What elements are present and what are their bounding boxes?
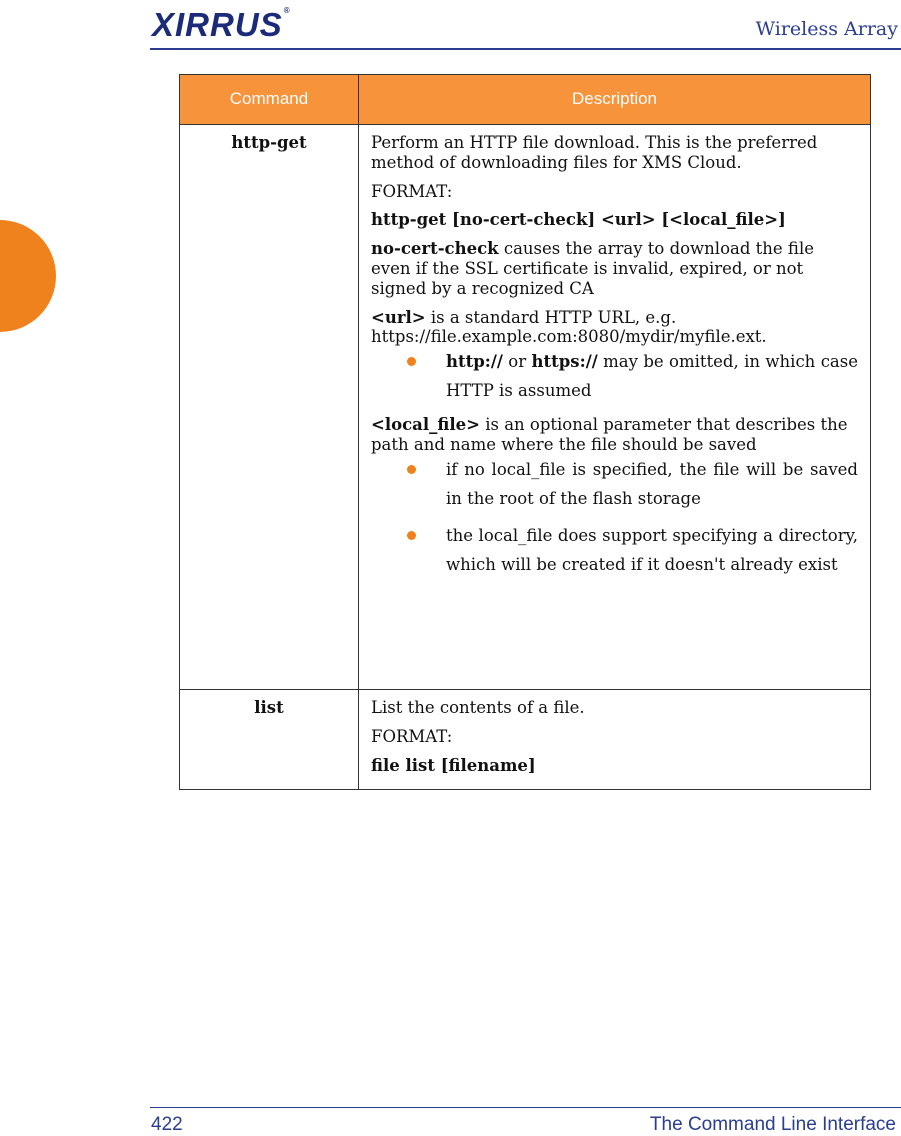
command-description: List the contents of a file. <box>371 698 585 717</box>
bullet-term: https:// <box>531 352 598 372</box>
column-header-command: Command <box>180 75 359 125</box>
description-cell <box>359 690 871 790</box>
table-row <box>180 125 871 690</box>
param-desc: is a standard HTTP URL, e.g. https://file.example.com:8080/mydir/myfile.ext. <box>371 307 767 347</box>
param-local-file <box>371 415 858 455</box>
command-cell: http-get <box>180 125 359 690</box>
header-rule <box>150 48 901 50</box>
list-item <box>371 455 858 513</box>
bullet-icon <box>407 357 416 366</box>
bullet-text: the local_file does support specifying a directory, which will be created if it doesn't already exist <box>446 525 858 574</box>
column-header-description: Description <box>359 75 871 125</box>
command-table <box>179 74 871 790</box>
command-cell: list <box>180 690 359 790</box>
bullet-text: or <box>502 352 532 372</box>
format-label: FORMAT: <box>371 181 453 201</box>
bullet-icon <box>407 465 416 474</box>
footer-section-title: The Command Line Interface <box>649 1114 896 1135</box>
registered-mark: ® <box>283 6 291 15</box>
page-number: 422 <box>151 1114 183 1135</box>
table-row <box>180 690 871 790</box>
command-description: Perform an HTTP file download. This is the preferred method of downloading files for XMS Cloud. <box>371 133 818 172</box>
list-item <box>371 521 858 579</box>
param-url <box>371 308 858 348</box>
bullet-icon <box>407 531 416 540</box>
param-no-cert-check <box>371 239 858 298</box>
format-syntax: http-get [no-cert-check] <url> [<local_file>] <box>371 210 786 230</box>
param-desc: is an optional parameter that describes the path and name where the file should be saved <box>371 415 848 454</box>
param-term: no-cert-check <box>371 239 499 259</box>
bullet-term: http:// <box>446 352 503 372</box>
header-title: Wireless Array <box>755 18 898 40</box>
xirrus-logo <box>152 6 291 44</box>
param-term: <local_file> <box>371 415 480 435</box>
param-term: <url> <box>371 307 426 327</box>
chapter-tab-marker <box>0 220 56 332</box>
list-item <box>371 347 858 405</box>
format-label: FORMAT: <box>371 726 453 746</box>
logo-text: XIRRUS <box>152 6 283 43</box>
param-desc: causes the array to download the file even if the SSL certificate is invalid, expired, or not signed by a recognized CA <box>371 239 814 298</box>
table-header-row <box>180 75 871 125</box>
bullet-text: if no local_file is specified, the file will be saved in the root of the flash storage <box>446 459 858 508</box>
description-cell <box>359 125 871 690</box>
format-syntax: file list [filename] <box>371 755 536 775</box>
footer-rule <box>150 1107 901 1108</box>
bullet-text: may be omitted, in which case HTTP is assumed <box>446 352 859 401</box>
